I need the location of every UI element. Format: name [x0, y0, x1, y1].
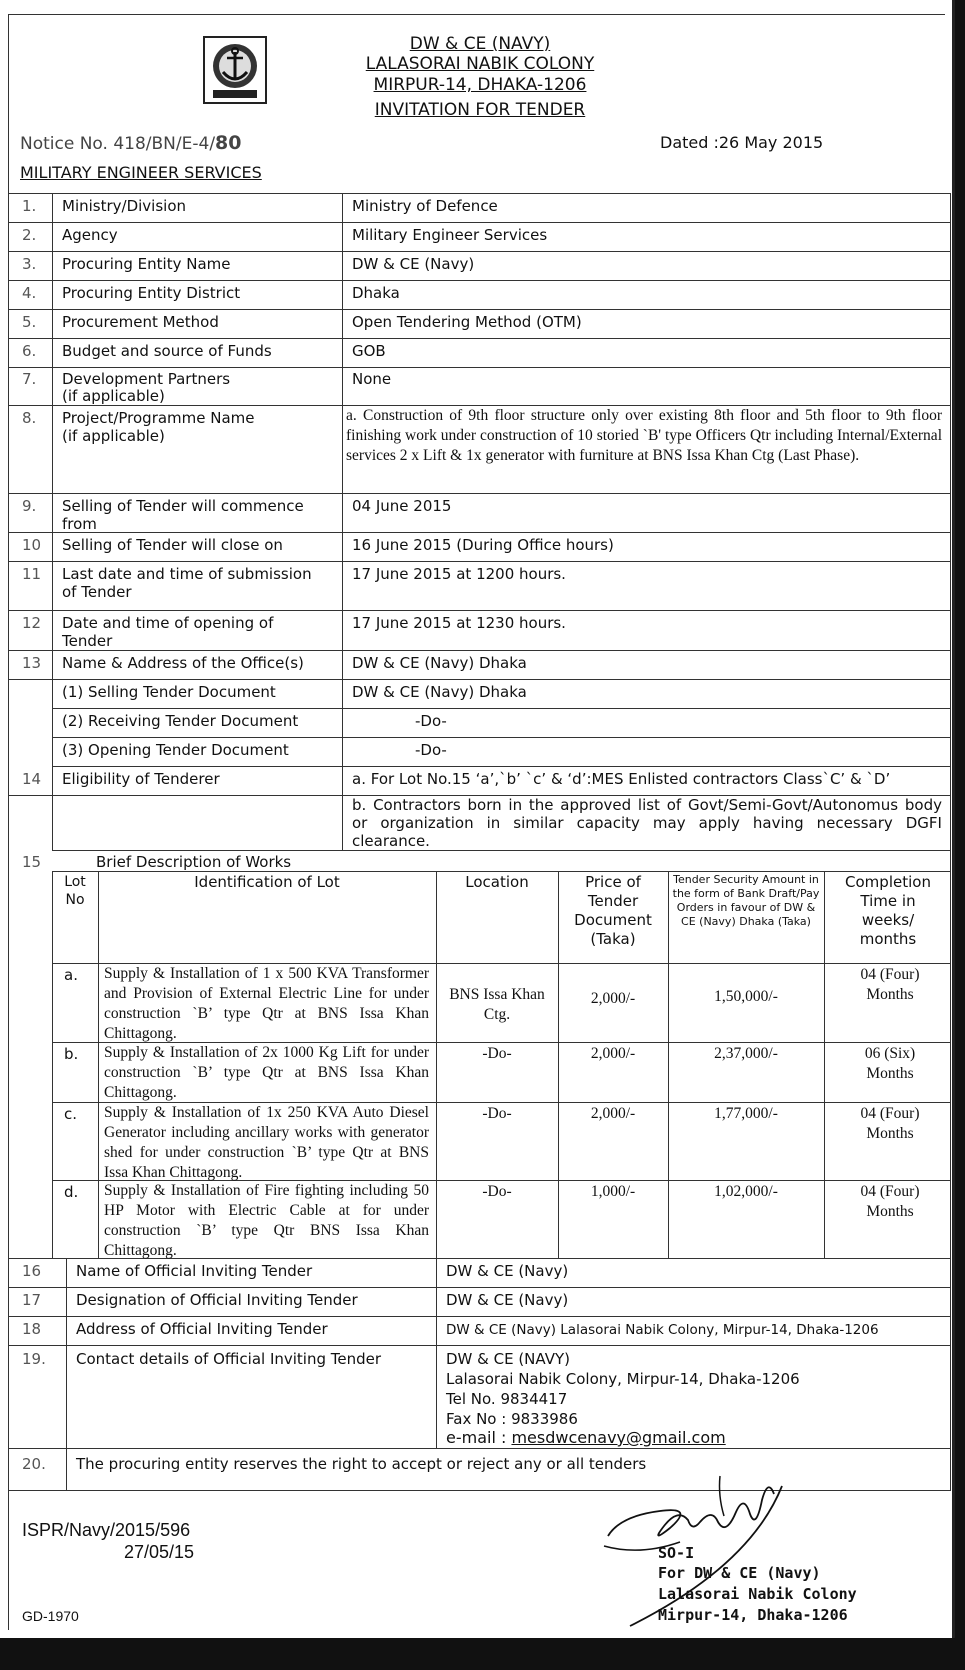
office-value: DW & CE (Navy) Dhaka: [352, 683, 527, 701]
row-number: 8.: [22, 409, 37, 427]
lot-id: c.: [64, 1105, 78, 1123]
signatory-title: SO-I: [658, 1544, 695, 1562]
row-value: Military Engineer Services: [352, 226, 548, 244]
row-label: Eligibility of Tenderer: [62, 770, 220, 788]
header-line-1: DW & CE (NAVY): [409, 34, 551, 54]
row-value: 04 June 2015: [352, 497, 452, 515]
row-value: DW & CE (Navy) Dhaka: [352, 654, 527, 672]
row-label-sub: (if applicable): [62, 387, 165, 405]
office-value: -Do-: [415, 712, 447, 730]
row-label: Name & Address of the Office(s): [62, 654, 304, 672]
row-number: 17: [22, 1291, 42, 1309]
row-number: 10: [22, 536, 42, 554]
lot-location: -Do-: [482, 1105, 512, 1122]
header-location: Location: [465, 873, 529, 891]
header-line-2: LALASORAI NABIK COLONY: [365, 54, 595, 74]
office-value: -Do-: [415, 741, 447, 759]
row-value: None: [352, 370, 392, 388]
row-value: DW & CE (Navy): [446, 1262, 569, 1280]
row-value: DW & CE (Navy) Lalasorai Nabik Colony, Mirpur-14, Dhaka-1206: [446, 1322, 879, 1338]
row-number: 12: [22, 614, 42, 632]
row-number: 19.: [22, 1350, 46, 1368]
header-completion: Completion Time in weeks/ months: [845, 873, 931, 948]
org-title: MILITARY ENGINEER SERVICES: [20, 163, 262, 182]
lot-security: 1,50,000/-: [714, 988, 778, 1005]
row-number: 13: [22, 654, 42, 672]
row-value: 16 June 2015 (During Office hours): [352, 536, 614, 554]
contact-line-1: DW & CE (NAVY): [446, 1350, 570, 1368]
signatory-line-4: Mirpur-14, Dhaka-1206: [658, 1606, 848, 1624]
row-label: Development Partners: [62, 370, 231, 388]
contact-line-2: Lalasorai Nabik Colony, Mirpur-14, Dhaka-1206: [446, 1370, 800, 1388]
row-number: 18: [22, 1320, 42, 1338]
lot-completion: 04 (Four) Months: [860, 1183, 920, 1220]
row-label: Date and time of opening of: [62, 614, 274, 632]
header-line-3: MIRPUR-14, DHAKA-1206: [373, 75, 587, 95]
row-value: DW & CE (Navy): [446, 1291, 569, 1309]
row-value: Ministry of Defence: [352, 197, 498, 215]
row-number: 1.: [22, 197, 37, 215]
row-label: Budget and source of Funds: [62, 342, 272, 360]
row-label: Procurement Method: [62, 313, 219, 331]
notice-number: [20, 132, 242, 154]
row-label: Selling of Tender will commence: [62, 497, 304, 515]
office-label: (2) Receiving Tender Document: [62, 712, 299, 730]
row-label: Designation of Official Inviting Tender: [76, 1291, 358, 1309]
row-number: 4.: [22, 284, 37, 302]
row-label-sub: from: [62, 515, 97, 533]
row-value: GOB: [352, 342, 386, 360]
lot-completion: 06 (Six) Months: [864, 1045, 916, 1082]
row-number: 14: [22, 770, 42, 788]
lot-security: 2,37,000/-: [714, 1045, 778, 1062]
lot-description: Supply & Installation of 1 x 500 KVA Transformer and Provision of External Electric Line for under construction `B’ type Qtr at BNS Issa Khan Chittagong.: [104, 965, 429, 1042]
lot-price: 2,000/-: [590, 1045, 636, 1062]
office-label: (3) Opening Tender Document: [62, 741, 289, 759]
lot-location: BNS Issa Khan Ctg.: [449, 986, 545, 1023]
eligibility-a: a. For Lot No.15 ‘a’,`b’ `c’ & ‘d’:MES Enlisted contractors Class`C’ & `D’: [352, 770, 891, 788]
lot-location: -Do-: [482, 1183, 512, 1200]
row-number: 9.: [22, 497, 37, 515]
row-number: 5.: [22, 313, 37, 331]
contact-fax: Fax No : 9833986: [446, 1410, 578, 1428]
lot-description: Supply & Installation of Fire fighting including 50 HP Motor with Electric Cable at for under construction `B’ type Qtr BNS Issa Khan Chittagong.: [104, 1182, 429, 1259]
contact-tel: Tel No. 9834417: [446, 1390, 568, 1408]
row-label: Last date and time of submission: [62, 565, 312, 583]
lot-price: 2,000/-: [590, 990, 636, 1007]
contact-email-row: [446, 1428, 726, 1447]
ispr-date: 27/05/15: [124, 1542, 195, 1562]
lot-completion: 04 (Four) Months: [860, 1105, 920, 1142]
works-title: Brief Description of Works: [96, 853, 292, 871]
row-label: Procuring Entity District: [62, 284, 241, 302]
header-price: Price of Tender Document (Taka): [574, 873, 652, 948]
eligibility-b: b. Contractors born in the approved list of Govt/Semi-Govt/Autonomus body or organization in similar capacity may apply having necessary DGFI clearance.: [352, 796, 942, 850]
signatory-line-2: For DW & CE (Navy): [658, 1564, 821, 1582]
lot-id: a.: [64, 966, 78, 984]
row-label-sub: of Tender: [62, 583, 132, 601]
header-security: Tender Security Amount in the form of Bank Draft/Pay Orders in favour of DW & CE (Navy) Dhaka (Taka): [672, 873, 820, 928]
row-number: 16: [22, 1262, 42, 1280]
row-value: 17 June 2015 at 1200 hours.: [352, 565, 566, 583]
row-number: 7.: [22, 370, 37, 388]
office-label: (1) Selling Tender Document: [62, 683, 276, 701]
header-identification: Identification of Lot: [194, 873, 340, 891]
row-label: Ministry/Division: [62, 197, 187, 215]
reserve-text: The procuring entity reserves the right to accept or reject any or all tenders: [76, 1455, 647, 1473]
email-label: e-mail :: [446, 1428, 512, 1447]
row-label: Agency: [62, 226, 118, 244]
lot-completion: 04 (Four) Months: [860, 966, 920, 1003]
header-lot-no: Lot No: [64, 874, 86, 908]
notice-date: Dated :26 May 2015: [660, 133, 824, 152]
row-label: Address of Official Inviting Tender: [76, 1320, 328, 1338]
lot-id: d.: [64, 1183, 79, 1201]
notice-number-handwritten: 80: [215, 132, 242, 154]
row-value: Dhaka: [352, 284, 400, 302]
row-label-sub: Tender: [62, 632, 113, 650]
row-number: 20.: [22, 1455, 46, 1473]
row-number: 6.: [22, 342, 37, 360]
row-number: 2.: [22, 226, 37, 244]
lot-price: 2,000/-: [590, 1105, 636, 1122]
row-label: Name of Official Inviting Tender: [76, 1262, 313, 1280]
lot-security: 1,77,000/-: [714, 1105, 778, 1122]
email-link[interactable]: mesdwcenavy@gmail.com: [511, 1428, 726, 1447]
row-label: Contact details of Official Inviting Tender: [76, 1350, 382, 1368]
row-number: 11: [22, 565, 42, 583]
gd-ref: GD-1970: [22, 1608, 79, 1624]
lot-id: b.: [64, 1045, 79, 1063]
ispr-ref: ISPR/Navy/2015/596: [22, 1520, 191, 1540]
lot-price: 1,000/-: [590, 1183, 636, 1200]
row-value: DW & CE (Navy): [352, 255, 475, 273]
row-label: Project/Programme Name: [62, 409, 255, 427]
lot-location: -Do-: [482, 1045, 512, 1062]
row-value: Open Tendering Method (OTM): [352, 313, 582, 331]
signatory-line-3: Lalasorai Nabik Colony: [658, 1585, 857, 1603]
project-name: a. Construction of 9th floor structure only over existing 8th floor and 5th floor to 9th floor finishing work under construction of 10 storied `B' type Officers Qtr including Internal/External services 2 x Lift & 1x generator with furniture at BNS Issa Khan Ctg (Last Phase).: [346, 407, 942, 464]
row-number: 15: [22, 853, 42, 871]
row-label-sub: (if applicable): [62, 427, 165, 445]
lot-description: Supply & Installation of 2x 1000 Kg Lift for under construction `B’ type Qtr at BNS Issa Khan Chittagong.: [104, 1044, 429, 1101]
notice-number-text: Notice No. 418/BN/E-4/: [20, 134, 216, 154]
row-value: 17 June 2015 at 1230 hours.: [352, 614, 566, 632]
lot-description: Supply & Installation of 1x 250 KVA Auto Diesel Generator including ancillary works with generator shed for under construction `B’ type Qtr at BNS Issa Khan Chittagong.: [104, 1104, 429, 1181]
page-title: INVITATION FOR TENDER: [374, 100, 586, 120]
navy-emblem-icon: [203, 36, 267, 104]
row-label: Selling of Tender will close on: [62, 536, 283, 554]
lot-security: 1,02,000/-: [714, 1183, 778, 1200]
row-number: 3.: [22, 255, 37, 273]
row-label: Procuring Entity Name: [62, 255, 231, 273]
